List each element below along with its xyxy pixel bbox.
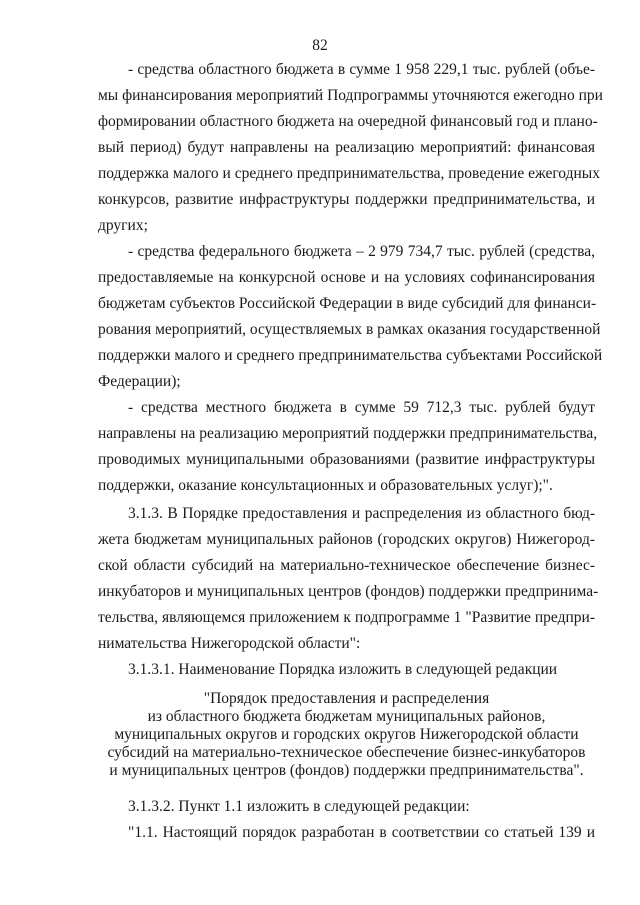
centered-title-line: из областного бюджета бюджетам муниципальных районов, xyxy=(147,708,546,725)
text-line: жета бюджетам муниципальных районов (городских округов) Нижегород- xyxy=(98,531,595,548)
centered-title-line: муниципальных округов и городских округов Нижегородской области xyxy=(114,726,579,743)
text-line: 3.1.3.2. Пункт 1.1 изложить в следующей редакции: xyxy=(128,798,470,815)
text-line: - средства областного бюджета в сумме 1 958 229,1 тыс. рублей (объе- xyxy=(128,61,595,78)
text-line: тельства, являющемся приложением к подпрограмме 1 "Развитие предпри- xyxy=(98,609,595,626)
centered-title-line: и муниципальных центров (фондов) поддержки предпринимательства". xyxy=(109,762,584,779)
text-line: формировании областного бюджета на очередной финансовый год и плано- xyxy=(98,113,598,130)
centered-title-line: субсидий на материально-техническое обеспечение бизнес-инкубаторов xyxy=(107,744,586,761)
text-line: "1.1. Настоящий порядок разработан в соответствии со статьей 139 и xyxy=(128,824,595,841)
text-line: поддержки, оказание консультационных и образовательных услуг);". xyxy=(98,477,553,494)
text-line: - средства федерального бюджета – 2 979 734,7 тыс. рублей (средства, xyxy=(128,243,595,260)
page-number: 82 xyxy=(312,37,328,54)
text-line: других; xyxy=(98,217,148,234)
text-line: нимательства Нижегородской области": xyxy=(98,635,361,652)
text-line: поддержки малого и среднего предпринимательства субъектами Российской xyxy=(98,347,603,364)
text-line: вый период) будут направлены на реализацию мероприятий: финансовая xyxy=(98,139,595,156)
text-line: конкурсов, развитие инфраструктуры поддержки предпринимательства, и xyxy=(98,191,595,208)
text-line: Федерации); xyxy=(98,373,181,390)
text-line: рования мероприятий, осуществляемых в рамках оказания государственной xyxy=(98,321,601,338)
text-line: направлены на реализацию мероприятий поддержки предпринимательства, xyxy=(98,425,598,442)
text-line: ской области субсидий на материально-техническое обеспечение бизнес- xyxy=(98,557,595,574)
text-line: 3.1.3.1. Наименование Порядка изложить в следующей редакции xyxy=(128,661,558,678)
text-line: бюджетам субъектов Российской Федерации в виде субсидий для финанси- xyxy=(98,295,597,312)
text-line: поддержка малого и среднего предпринимательства, проведение ежегодных xyxy=(98,165,600,182)
text-line: мы финансирования мероприятий Подпрограммы уточняются ежегодно при xyxy=(98,87,603,104)
text-line: предоставляемые на конкурсной основе и на условиях софинансирования xyxy=(98,269,595,286)
text-line: проводимых муниципальными образованиями (развитие инфраструктуры xyxy=(98,451,595,468)
text-line: инкубаторов и муниципальных центров (фондов) поддержки предпринима- xyxy=(98,583,599,600)
text-line: - средства местного бюджета в сумме 59 712,3 тыс. рублей будут xyxy=(128,399,595,416)
text-line: 3.1.3. В Порядке предоставления и распределения из областного бюд- xyxy=(128,505,595,522)
centered-title-line: "Порядок предоставления и распределения xyxy=(203,690,490,707)
